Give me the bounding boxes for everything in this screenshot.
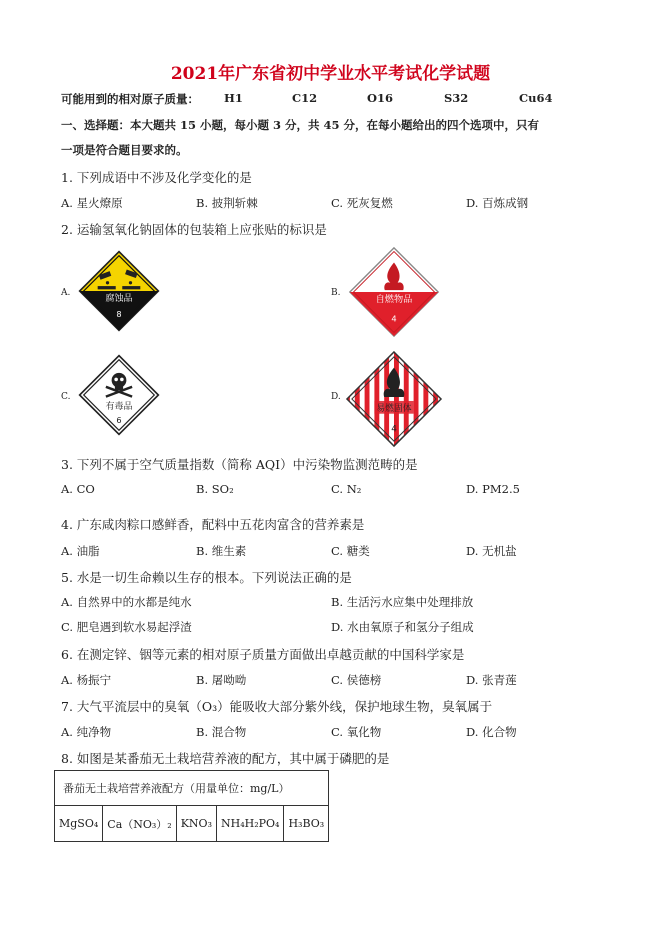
flammable-solid-sign-text: 易燃固体 (376, 403, 412, 414)
question-6-option-c: C. 侯德榜 (331, 673, 382, 687)
question-2-option-b: B. (331, 288, 341, 298)
question-5-stem: 5. 水是一切生命赖以生存的根本。下列说法正确的是 (61, 570, 352, 585)
question-3-option-a: A. CO (61, 482, 95, 496)
question-2-stem: 2. 运输氢氧化钠固体的包装箱上应张贴的标识是 (61, 222, 327, 237)
question-4-option-c: C. 糖类 (331, 544, 370, 558)
recipe-cell-kno3: KNO₃ (176, 806, 216, 842)
question-6-stem: 6. 在测定锌、铟等元素的相对原子质量方面做出卓越贡献的中国科学家是 (61, 647, 465, 662)
question-7-option-d: D. 化合物 (466, 725, 517, 739)
question-3-stem: 3. 下列不属于空气质量指数（简称 AQI）中污染物监测范畴的是 (61, 457, 418, 472)
question-3-option-c: C. N₂ (331, 482, 362, 496)
question-6-option-d: D. 张青莲 (466, 673, 517, 687)
atomic-mass-c: C12 (292, 91, 318, 105)
question-2-option-d: D. (331, 392, 341, 402)
question-4-option-a: A. 油脂 (61, 544, 100, 558)
question-7-option-a: A. 纯净物 (61, 725, 112, 739)
toxic-sign (78, 354, 160, 436)
question-8-stem: 8. 如图是某番茄无土栽培营养液的配方，其中属于磷肥的是 (61, 751, 390, 766)
question-2-option-a: A. (61, 288, 71, 298)
question-1-option-d: D. 百炼成钢 (466, 196, 529, 210)
recipe-cell-h3bo3: H₃BO₃ (284, 806, 329, 842)
question-4-stem: 4. 广东咸肉粽口感鲜香，配料中五花肉富含的营养素是 (61, 517, 365, 532)
recipe-table-header: 番茄无土栽培营养液配方（用量单位：mg/L） (55, 771, 329, 806)
question-1-option-b: B. 披荆斩棘 (196, 196, 258, 210)
table-row (55, 771, 329, 806)
section-header-line1: 一、选择题：本大题共 15 小题，每小题 3 分，共 45 分，在每小题给出的四个选项中，只有 (61, 118, 540, 132)
corrosive-sign-text: 腐蚀品 (105, 293, 133, 304)
question-7-option-b: B. 混合物 (196, 725, 247, 739)
section-header-line2: 一项是符合题目要求的。 (61, 143, 188, 157)
flammable-solid-sign-number: 4 (391, 424, 397, 435)
question-5-option-d: D. 水由氧原子和氢分子组成 (331, 620, 474, 634)
recipe-cell-nh4h2po4: NH₄H₂PO₄ (217, 806, 284, 842)
spontaneous-combustion-sign-number: 4 (391, 313, 397, 324)
recipe-cell-mgso4: MgSO₄ (55, 806, 103, 842)
table-row (55, 806, 329, 842)
question-5-option-c: C. 肥皂遇到软水易起浮渣 (61, 620, 192, 634)
question-4-option-b: B. 维生素 (196, 544, 247, 558)
question-4-option-d: D. 无机盐 (466, 544, 517, 558)
question-3-option-b: B. SO₂ (196, 482, 234, 496)
atomic-mass-cu: Cu64 (519, 91, 553, 105)
atomic-mass-h: H1 (224, 91, 243, 105)
recipe-table (54, 770, 329, 842)
spontaneous-combustion-sign (348, 246, 440, 338)
flammable-solid-sign (345, 350, 443, 448)
question-1-option-c: C. 死灰复燃 (331, 196, 393, 210)
question-2-option-c: C. (61, 392, 71, 402)
toxic-sign-number: 6 (116, 414, 122, 425)
question-7-option-c: C. 氧化物 (331, 725, 382, 739)
question-1-option-a: A. 星火燎原 (61, 196, 123, 210)
atomic-mass-label: 可能用到的相对原子质量： (61, 92, 199, 106)
question-5-option-a: A. 自然界中的水都是纯水 (61, 595, 192, 609)
atomic-mass-o: O16 (367, 91, 394, 105)
question-7-stem: 7. 大气平流层中的臭氧（O₃）能吸收大部分紫外线，保护地球生物，臭氧属于 (61, 699, 493, 714)
recipe-cell-cano3: Ca（NO₃）₂ (103, 806, 176, 842)
atomic-mass-s: S32 (444, 91, 469, 105)
page-title: 2021年广东省初中学业水平考试化学试题 (170, 64, 491, 84)
corrosive-sign (78, 250, 160, 332)
question-5-option-b: B. 生活污水应集中处理排放 (331, 595, 474, 609)
question-6-option-b: B. 屠呦呦 (196, 673, 247, 687)
question-6-option-a: A. 杨振宁 (61, 673, 112, 687)
corrosive-sign-number: 8 (116, 309, 122, 320)
spontaneous-combustion-sign-text: 自燃物品 (375, 294, 413, 306)
toxic-sign-text: 有毒品 (105, 401, 133, 412)
question-3-option-d: D. PM2.5 (466, 482, 520, 496)
question-1-stem: 1. 下列成语中不涉及化学变化的是 (61, 170, 252, 185)
